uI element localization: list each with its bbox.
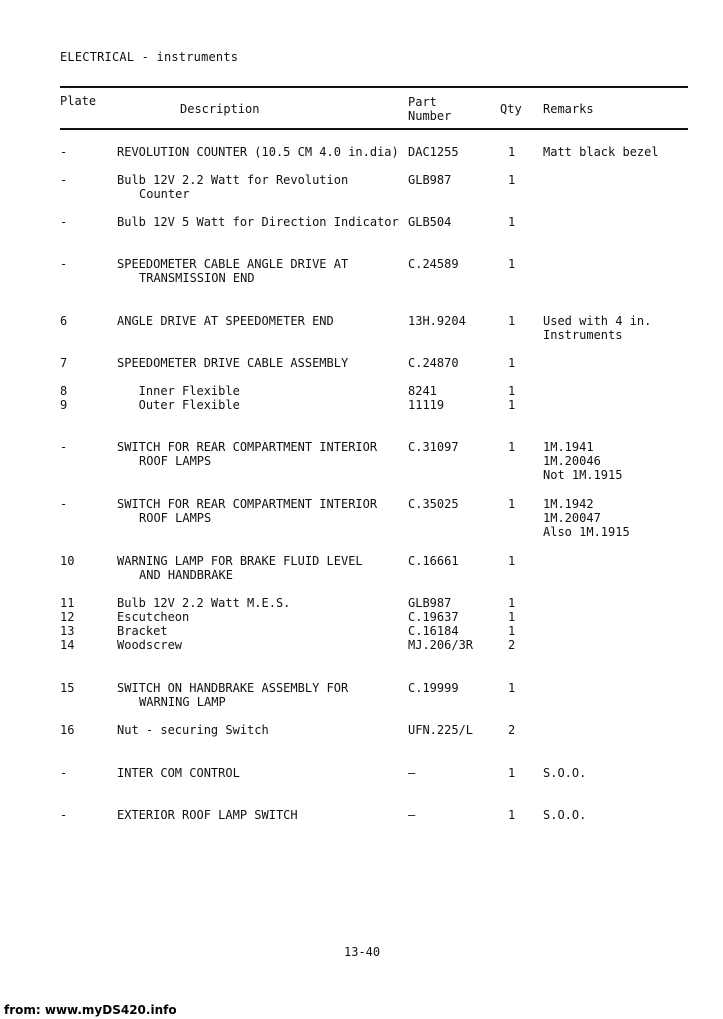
part-number-cell: C.16184 [408, 624, 459, 638]
remarks-line: 1M.1941 [543, 440, 594, 454]
part-number-cell: DAC1255 [408, 145, 459, 159]
description-line: Nut - securing Switch [117, 723, 269, 737]
description-cell [117, 808, 402, 822]
description-cell [117, 440, 402, 468]
remarks-cell [543, 808, 703, 822]
remarks-cell [543, 440, 703, 482]
plate-cell: - [60, 145, 68, 159]
plate-cell: 13 [60, 624, 75, 638]
part-number-cell: C.35025 [408, 497, 459, 511]
qty-cell: 1 [508, 497, 516, 511]
qty-cell: 1 [508, 808, 516, 822]
header-top-rule [60, 86, 688, 88]
header-part-line1: Part [408, 95, 437, 109]
qty-cell: 1 [508, 257, 516, 271]
description-cell [117, 257, 402, 285]
plate-cell: - [60, 808, 68, 822]
description-cell [117, 596, 402, 610]
section-title: ELECTRICAL - instruments [60, 50, 239, 64]
remarks-cell [543, 145, 703, 159]
description-line: ROOF LAMPS [139, 454, 212, 468]
header-plate: Plate [60, 94, 97, 108]
description-line: Bulb 12V 2.2 Watt M.E.S. [117, 596, 291, 610]
description-line: ANGLE DRIVE AT SPEEDOMETER END [117, 314, 334, 328]
qty-cell: 1 [508, 398, 516, 412]
remarks-line: Matt black bezel [543, 145, 659, 159]
qty-cell: 1 [508, 173, 516, 187]
qty-cell: 1 [508, 440, 516, 454]
part-number-cell: C.24589 [408, 257, 459, 271]
remarks-line: 1M.20047 [543, 511, 601, 525]
part-number-cell: C.31097 [408, 440, 459, 454]
description-cell [117, 624, 402, 638]
plate-cell: 8 [60, 384, 68, 398]
description-cell [117, 215, 402, 229]
part-number-cell: C.19999 [408, 681, 459, 695]
description-cell [117, 610, 402, 624]
remarks-line: Used with 4 in. [543, 314, 652, 328]
qty-cell: 1 [508, 596, 516, 610]
part-number-cell: C.24870 [408, 356, 459, 370]
description-line: EXTERIOR ROOF LAMP SWITCH [117, 808, 298, 822]
description-line: Inner Flexible [117, 384, 240, 398]
description-cell [117, 497, 402, 525]
description-cell [117, 145, 402, 159]
part-number-cell: 11119 [408, 398, 445, 412]
qty-cell: 1 [508, 215, 516, 229]
qty-cell: 1 [508, 681, 516, 695]
part-number-cell: GLB987 [408, 596, 452, 610]
plate-cell: - [60, 215, 68, 229]
plate-cell: 6 [60, 314, 68, 328]
description-cell [117, 314, 402, 328]
description-cell [117, 766, 402, 780]
qty-cell: 1 [508, 624, 516, 638]
description-cell [117, 638, 402, 652]
description-cell [117, 356, 402, 370]
plate-cell: - [60, 497, 68, 511]
plate-cell: 11 [60, 596, 75, 610]
remarks-line: 1M.1942 [543, 497, 594, 511]
plate-cell: 14 [60, 638, 75, 652]
remarks-line: 1M.20046 [543, 454, 601, 468]
plate-cell: - [60, 440, 68, 454]
qty-cell: 1 [508, 554, 516, 568]
description-cell [117, 173, 402, 201]
description-line: Counter [139, 187, 190, 201]
description-line: SPEEDOMETER CABLE ANGLE DRIVE AT [117, 257, 349, 271]
part-number-cell: 8241 [408, 384, 437, 398]
qty-cell: 1 [508, 145, 516, 159]
remarks-line: Also 1M.1915 [543, 525, 630, 539]
remarks-cell [543, 497, 703, 539]
description-line: Escutcheon [117, 610, 190, 624]
plate-cell: - [60, 766, 68, 780]
source-watermark: from: www.myDS420.info [4, 1003, 177, 1017]
remarks-cell [543, 766, 703, 780]
qty-cell: 1 [508, 356, 516, 370]
description-cell [117, 398, 402, 412]
qty-cell: 2 [508, 638, 516, 652]
part-number-cell: GLB987 [408, 173, 452, 187]
part-number-cell: GLB504 [408, 215, 452, 229]
description-cell [117, 723, 402, 737]
header-qty: Qty [500, 102, 522, 116]
header-description: Description [180, 102, 260, 116]
part-number-cell: — [408, 808, 416, 822]
description-cell [117, 384, 402, 398]
description-line: Bracket [117, 624, 168, 638]
description-line: Outer Flexible [117, 398, 240, 412]
header-part-number [408, 95, 488, 123]
plate-cell: 10 [60, 554, 75, 568]
part-number-cell: — [408, 766, 416, 780]
description-line: INTER COM CONTROL [117, 766, 240, 780]
description-line: SWITCH FOR REAR COMPARTMENT INTERIOR [117, 440, 378, 454]
description-line: SWITCH ON HANDBRAKE ASSEMBLY FOR [117, 681, 349, 695]
part-number-cell: C.19637 [408, 610, 459, 624]
page-number: 13-40 [344, 945, 381, 959]
remarks-line: S.O.O. [543, 808, 587, 822]
description-line: AND HANDBRAKE [139, 568, 233, 582]
description-line: WARNING LAMP FOR BRAKE FLUID LEVEL [117, 554, 363, 568]
description-line: Bulb 12V 2.2 Watt for Revolution [117, 173, 349, 187]
remarks-line: S.O.O. [543, 766, 587, 780]
description-line: REVOLUTION COUNTER (10.5 CM 4.0 in.dia) [117, 145, 399, 159]
remarks-line: Not 1M.1915 [543, 468, 623, 482]
part-number-cell: UFN.225/L [408, 723, 474, 737]
qty-cell: 1 [508, 314, 516, 328]
plate-cell: - [60, 257, 68, 271]
part-number-cell: 13H.9204 [408, 314, 466, 328]
description-line: Woodscrew [117, 638, 183, 652]
header-remarks: Remarks [543, 102, 594, 116]
description-cell [117, 554, 402, 582]
description-line: SWITCH FOR REAR COMPARTMENT INTERIOR [117, 497, 378, 511]
plate-cell: 12 [60, 610, 75, 624]
header-part-line2: Number [408, 109, 452, 123]
plate-cell: - [60, 173, 68, 187]
description-line: WARNING LAMP [139, 695, 226, 709]
part-number-cell: C.16661 [408, 554, 459, 568]
header-bottom-rule [60, 128, 688, 130]
plate-cell: 9 [60, 398, 68, 412]
qty-cell: 1 [508, 766, 516, 780]
qty-cell: 1 [508, 610, 516, 624]
description-line: SPEEDOMETER DRIVE CABLE ASSEMBLY [117, 356, 349, 370]
plate-cell: 15 [60, 681, 75, 695]
qty-cell: 1 [508, 384, 516, 398]
qty-cell: 2 [508, 723, 516, 737]
description-cell [117, 681, 402, 709]
remarks-line: Instruments [543, 328, 623, 342]
plate-cell: 7 [60, 356, 68, 370]
part-number-cell: MJ.206/3R [408, 638, 474, 652]
remarks-cell [543, 314, 703, 342]
plate-cell: 16 [60, 723, 75, 737]
description-line: Bulb 12V 5 Watt for Direction Indicator [117, 215, 399, 229]
description-line: ROOF LAMPS [139, 511, 212, 525]
description-line: TRANSMISSION END [139, 271, 255, 285]
